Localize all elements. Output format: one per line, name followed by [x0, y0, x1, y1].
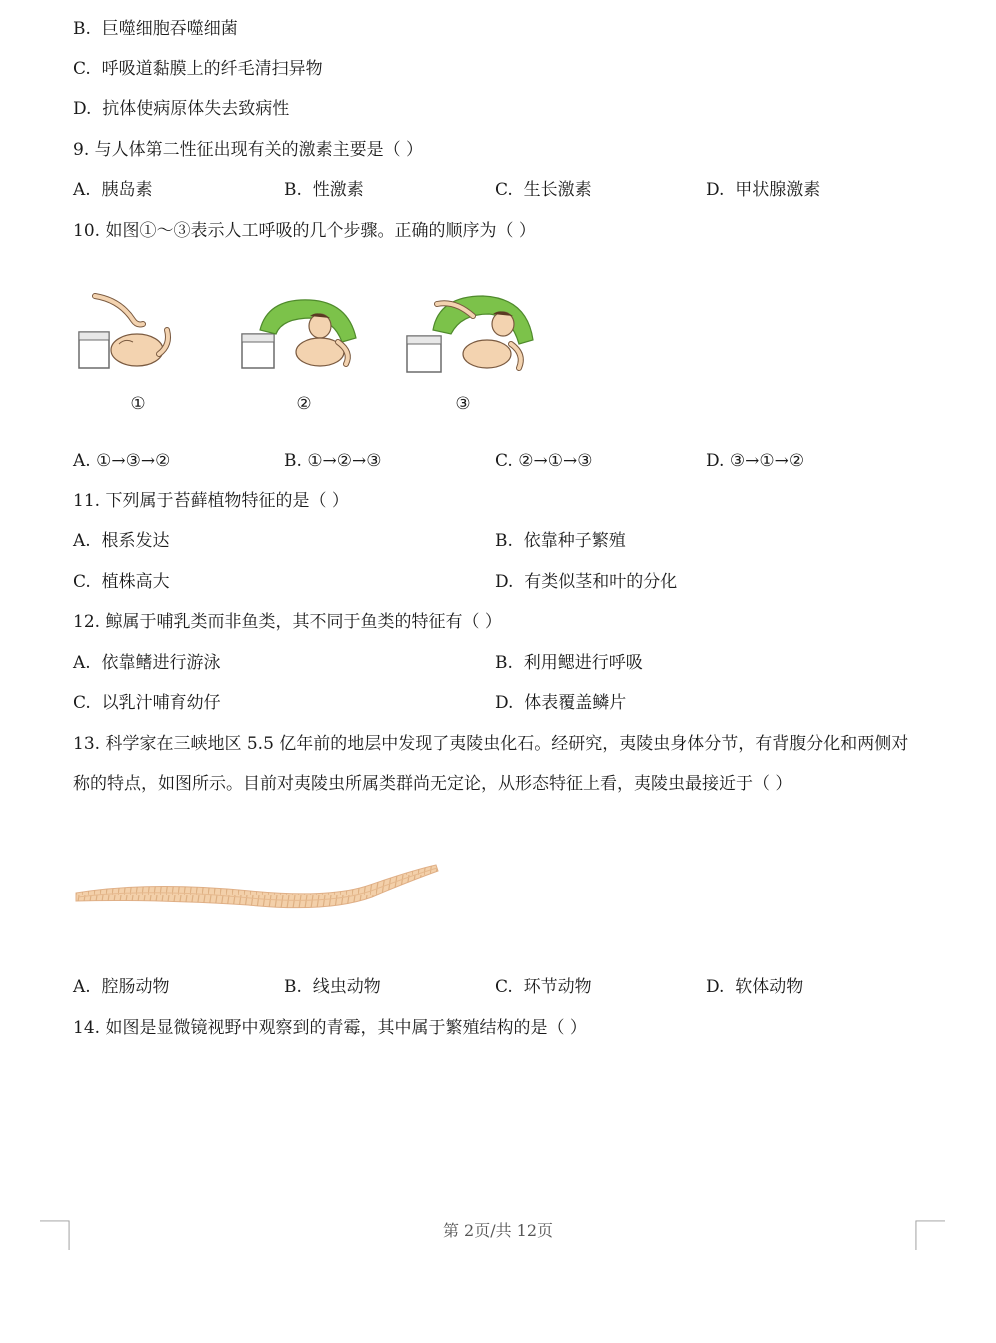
q13-option-c	[495, 976, 592, 998]
option-text: 软体动物	[735, 977, 804, 997]
option-text: 巨噬细胞吞噬细菌	[101, 19, 238, 39]
option-text: 胰岛素	[101, 180, 153, 200]
q10-option-b	[284, 450, 382, 472]
option-key: D.	[73, 99, 92, 119]
option-key: A.	[73, 531, 91, 551]
option-key: C.	[495, 451, 513, 471]
option-text: 依靠种子繁殖	[523, 531, 626, 551]
option-text: 利用鳃进行呼吸	[523, 653, 643, 673]
option-text: 呼吸道黏膜上的纤毛清扫异物	[101, 59, 323, 79]
figure-label-1: ①	[130, 394, 146, 414]
q13-option-b	[284, 976, 381, 998]
figure-label-2: ②	[296, 394, 312, 414]
option-text: 根系发达	[101, 531, 170, 551]
q9-option-a	[73, 179, 153, 201]
option-text: 腔肠动物	[101, 977, 170, 997]
q8-option-d	[73, 98, 289, 120]
option-text: ②→①→③	[518, 451, 593, 471]
q10-option-a	[73, 450, 170, 472]
cpr-step-2-image	[238, 290, 363, 375]
q14-stem: 14. 如图是显微镜视野中观察到的青霉，其中属于繁殖结构的是（ ）	[73, 1018, 587, 1038]
q8-option-c	[73, 58, 323, 80]
option-key: D.	[706, 977, 725, 997]
option-text: 抗体使病原体失去致病性	[102, 99, 290, 119]
q9-stem: 9. 与人体第二性征出现有关的激素主要是（ ）	[73, 140, 424, 160]
q10-option-c	[495, 450, 592, 472]
option-key: B.	[284, 180, 302, 200]
option-key: A.	[73, 180, 91, 200]
cpr-step-3-image	[403, 290, 538, 380]
q9-option-d	[706, 179, 820, 201]
q11-option-b	[495, 530, 626, 552]
option-key: C.	[495, 977, 513, 997]
q13-stem: 13. 科学家在三峡地区 5.5 亿年前的地层中发现了夷陵虫化石。经研究，夷陵虫身体分节，有背腹分化和两侧对称的特点，如图所示。目前对夷陵虫所属类群尚无定论，从形态特征上看，夷陵虫最接近于（ ）	[73, 734, 909, 794]
option-text: ①→②→③	[307, 451, 382, 471]
option-text: 环节动物	[523, 977, 592, 997]
q11-stem: 11. 下列属于苔藓植物特征的是（ ）	[73, 491, 349, 511]
q12-option-c	[73, 692, 221, 714]
q9-option-b	[284, 179, 364, 201]
option-key: B.	[284, 451, 302, 471]
cpr-step-1-image	[75, 290, 185, 375]
option-text: 依靠鳍进行游泳	[101, 653, 221, 673]
figure-label-3: ③	[455, 394, 471, 414]
option-key: C.	[73, 59, 91, 79]
option-key: D.	[495, 572, 514, 592]
option-key: D.	[706, 451, 725, 471]
option-text: 有类似茎和叶的分化	[524, 572, 678, 592]
option-key: A.	[73, 977, 91, 997]
option-key: B.	[284, 977, 302, 997]
option-text: 生长激素	[523, 180, 592, 200]
option-text: 体表覆盖鳞片	[524, 693, 627, 713]
q11-option-c	[73, 571, 170, 593]
q12-option-b	[495, 652, 643, 674]
q10-stem: 10. 如图①～③表示人工呼吸的几个步骤。正确的顺序为（ ）	[73, 221, 536, 241]
option-text: 性激素	[312, 180, 364, 200]
q13-option-a	[73, 976, 170, 998]
q12-stem: 12. 鲸属于哺乳类而非鱼类，其不同于鱼类的特征有（ ）	[73, 612, 502, 632]
q12-option-a	[73, 652, 221, 674]
option-text: ③→①→②	[729, 451, 805, 471]
option-key: C.	[495, 180, 513, 200]
option-key: B.	[495, 653, 513, 673]
option-text: 甲状腺激素	[735, 180, 821, 200]
option-key: A.	[73, 653, 91, 673]
option-key: D.	[706, 180, 725, 200]
q13-option-d	[706, 976, 803, 998]
option-key: A.	[73, 451, 91, 471]
q11-option-d	[495, 571, 677, 593]
page-number-footer: 第 2页/共 12页	[442, 1221, 554, 1240]
q9-option-c	[495, 179, 592, 201]
fossil-worm-image	[70, 855, 442, 915]
option-text: 植株高大	[101, 572, 170, 592]
option-key: C.	[73, 693, 91, 713]
option-text: ①→③→②	[96, 451, 171, 471]
q10-option-d	[706, 450, 804, 472]
option-key: D.	[495, 693, 514, 713]
q12-option-d	[495, 692, 626, 714]
option-key: B.	[495, 531, 513, 551]
option-key: B.	[73, 19, 91, 39]
option-text: 以乳汁哺育幼仔	[101, 693, 221, 713]
q8-option-b	[73, 18, 238, 40]
option-text: 线虫动物	[312, 977, 381, 997]
q11-option-a	[73, 530, 170, 552]
option-key: C.	[73, 572, 91, 592]
